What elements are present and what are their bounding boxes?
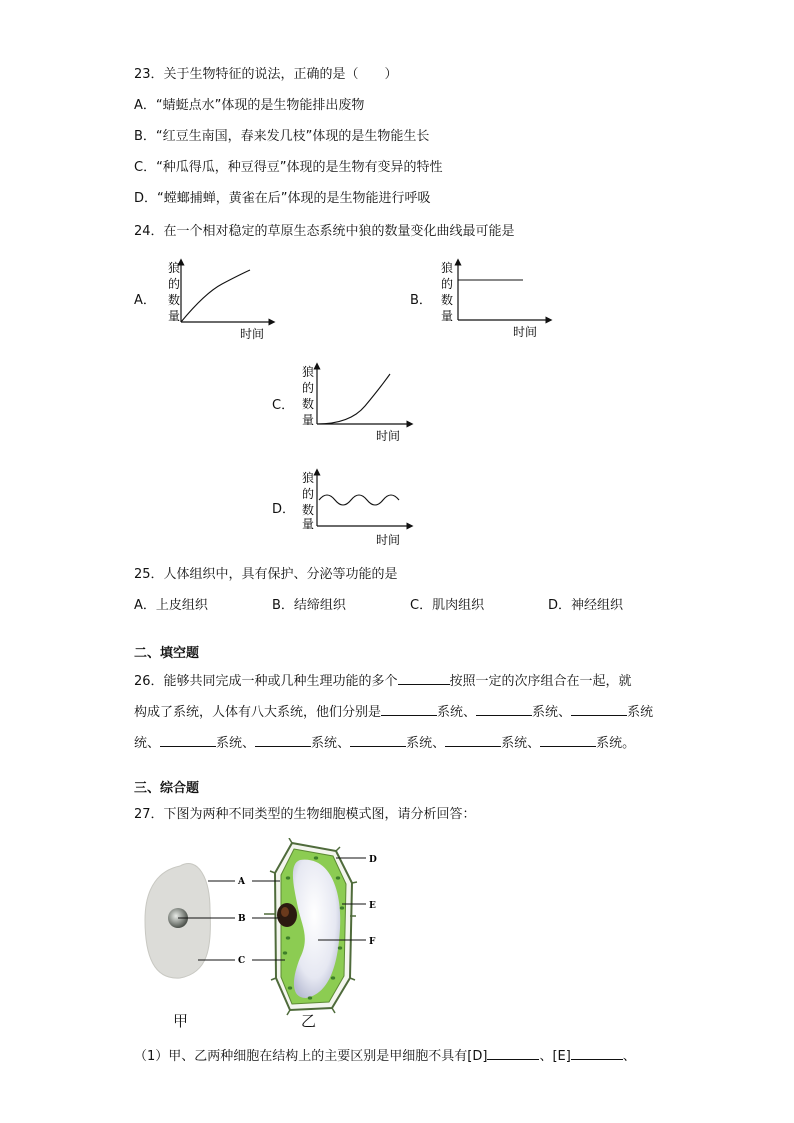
q24-option-b-label: B． — [410, 293, 432, 308]
q26-sys-6: 系统 — [406, 736, 433, 751]
q26-sys-7: 系统 — [501, 736, 528, 751]
q27-blank-d[interactable] — [487, 1046, 539, 1060]
q24-curve-d — [319, 495, 399, 505]
q24-graph-d-ylabel-2: 数 — [302, 503, 315, 517]
q25-option-a: A．上皮组织 — [134, 598, 208, 613]
q26-sys-3: 系统 — [627, 705, 654, 720]
q26-line2-start: 构成了系统，人体有八大系统，他们分别是 — [134, 705, 382, 720]
q26-line3-start: 统、 — [134, 736, 161, 751]
q23-option-c: C．“种瓜得瓜，种豆得豆”体现的是生物有变异的特性 — [134, 160, 443, 175]
section-3-title: 三、综合题 — [134, 781, 200, 796]
q24-graph-c — [300, 362, 420, 451]
q24-stem: 24．在一个相对稳定的草原生态系统中狼的数量变化曲线最可能是 — [134, 224, 515, 239]
q26-sep-1: 、 — [463, 705, 477, 720]
q26-line-2 — [134, 702, 653, 722]
q26-sep-5: 、 — [432, 736, 446, 751]
q26-blank-8[interactable] — [445, 733, 501, 747]
q26-blank-4[interactable] — [571, 702, 627, 716]
label-b: B — [238, 914, 246, 924]
q23-option-b: B．“红豆生南国，春来发几枝”体现的是生物能生长 — [134, 129, 430, 144]
q24-graph-b — [437, 258, 557, 347]
q25-option-c: C．肌肉组织 — [410, 598, 485, 613]
label-a: A — [238, 877, 245, 887]
cell-diagram — [140, 838, 400, 1037]
label-c: C — [238, 956, 246, 966]
q24-graph-c-ylabel-0: 狼 — [302, 365, 315, 379]
q27-stem: 27．下图为两种不同类型的生物细胞模式图，请分析回答： — [134, 807, 476, 822]
q24-option-a-label: A． — [134, 293, 156, 308]
q24-graph-d-xlabel: 时间 — [376, 533, 401, 547]
q24-graph-b-ylabel-0: 狼 — [441, 261, 454, 275]
q24-option-d-label: D． — [272, 502, 296, 517]
q27-sub1-end: 、 — [622, 1049, 636, 1064]
q24-graph-d — [300, 468, 420, 557]
q24-graph-c-ylabel-2: 数 — [302, 397, 315, 411]
q27-blank-e[interactable] — [571, 1046, 623, 1060]
q26-sep-3: 、 — [242, 736, 256, 751]
label-d: D — [369, 855, 377, 865]
label-e: E — [369, 901, 376, 911]
q26-line-3 — [134, 733, 635, 753]
q24-graph-a — [160, 258, 280, 347]
q26-sys-2: 系统 — [532, 705, 559, 720]
label-f: F — [369, 937, 376, 947]
q24-graph-d-ylabel-1: 的 — [302, 487, 315, 501]
q24-graph-a-xlabel: 时间 — [240, 327, 265, 341]
q24-graph-c-ylabel-1: 的 — [302, 381, 315, 395]
q27-sub1-start: （1）甲、乙两种细胞在结构上的主要区别是甲细胞不具有[D] — [134, 1049, 488, 1064]
q24-graph-a-ylabel-1: 的 — [168, 277, 181, 291]
q24-graph-d-ylabel-0: 狼 — [302, 471, 315, 485]
q24-graph-a-ylabel-3: 量 — [168, 309, 181, 323]
q26-blank-2[interactable] — [381, 702, 437, 716]
q24-graph-b-ylabel-3: 量 — [441, 309, 454, 323]
q24-graph-b-ylabel-1: 的 — [441, 277, 454, 291]
q26-sep-6: 、 — [527, 736, 541, 751]
q24-graph-b-xlabel: 时间 — [513, 325, 538, 339]
q24-curve-a — [181, 270, 250, 322]
q26-blank-5[interactable] — [160, 733, 216, 747]
q26-part2: 按照一定的次序组合在一起，就 — [449, 674, 632, 689]
q26-blank-9[interactable] — [540, 733, 596, 747]
q26-blank-1[interactable] — [398, 671, 450, 685]
q23-option-a: A．“蜻蜓点水”体现的是生物能排出废物 — [134, 98, 365, 113]
cell-label-yi: 乙 — [301, 1012, 317, 1030]
q26-sys-5: 系统 — [311, 736, 338, 751]
q25-option-b: B．结缔组织 — [272, 598, 346, 613]
q26-line-1 — [134, 671, 632, 691]
q23-option-d: D．“螳螂捕蝉，黄雀在后”体现的是生物能进行呼吸 — [134, 191, 431, 206]
q24-graph-c-xlabel: 时间 — [376, 429, 401, 443]
section-2-title: 二、填空题 — [134, 646, 200, 661]
q23-stem: 23．关于生物特征的说法，正确的是（ ） — [134, 67, 398, 82]
q24-graph-a-ylabel-2: 数 — [168, 293, 181, 307]
q26-sys-1: 系统 — [437, 705, 464, 720]
q26-blank-3[interactable] — [476, 702, 532, 716]
q26-blank-7[interactable] — [350, 733, 406, 747]
q24-graph-a-ylabel-0: 狼 — [168, 261, 181, 275]
q24-curve-c — [317, 374, 390, 424]
q26-sys-4: 系统 — [216, 736, 243, 751]
q24-graph-c-ylabel-3: 量 — [302, 413, 315, 427]
q27-sub1-mid: 、[E] — [539, 1049, 571, 1064]
q25-stem: 25．人体组织中，具有保护、分泌等功能的是 — [134, 567, 398, 582]
q24-graph-d-ylabel-3: 量 — [302, 517, 315, 531]
q25-option-d: D．神经组织 — [548, 598, 624, 613]
q27-sub1 — [134, 1046, 636, 1066]
q26-blank-6[interactable] — [255, 733, 311, 747]
q26-part1: 26．能够共同完成一种或几种生理功能的多个 — [134, 674, 398, 689]
q26-end: 系统。 — [596, 736, 636, 751]
cell-label-jia: 甲 — [173, 1012, 189, 1030]
q26-sep-2: 、 — [558, 705, 572, 720]
q24-graph-b-ylabel-2: 数 — [441, 293, 454, 307]
q26-sep-4: 、 — [337, 736, 351, 751]
q24-option-c-label: C． — [272, 398, 295, 413]
